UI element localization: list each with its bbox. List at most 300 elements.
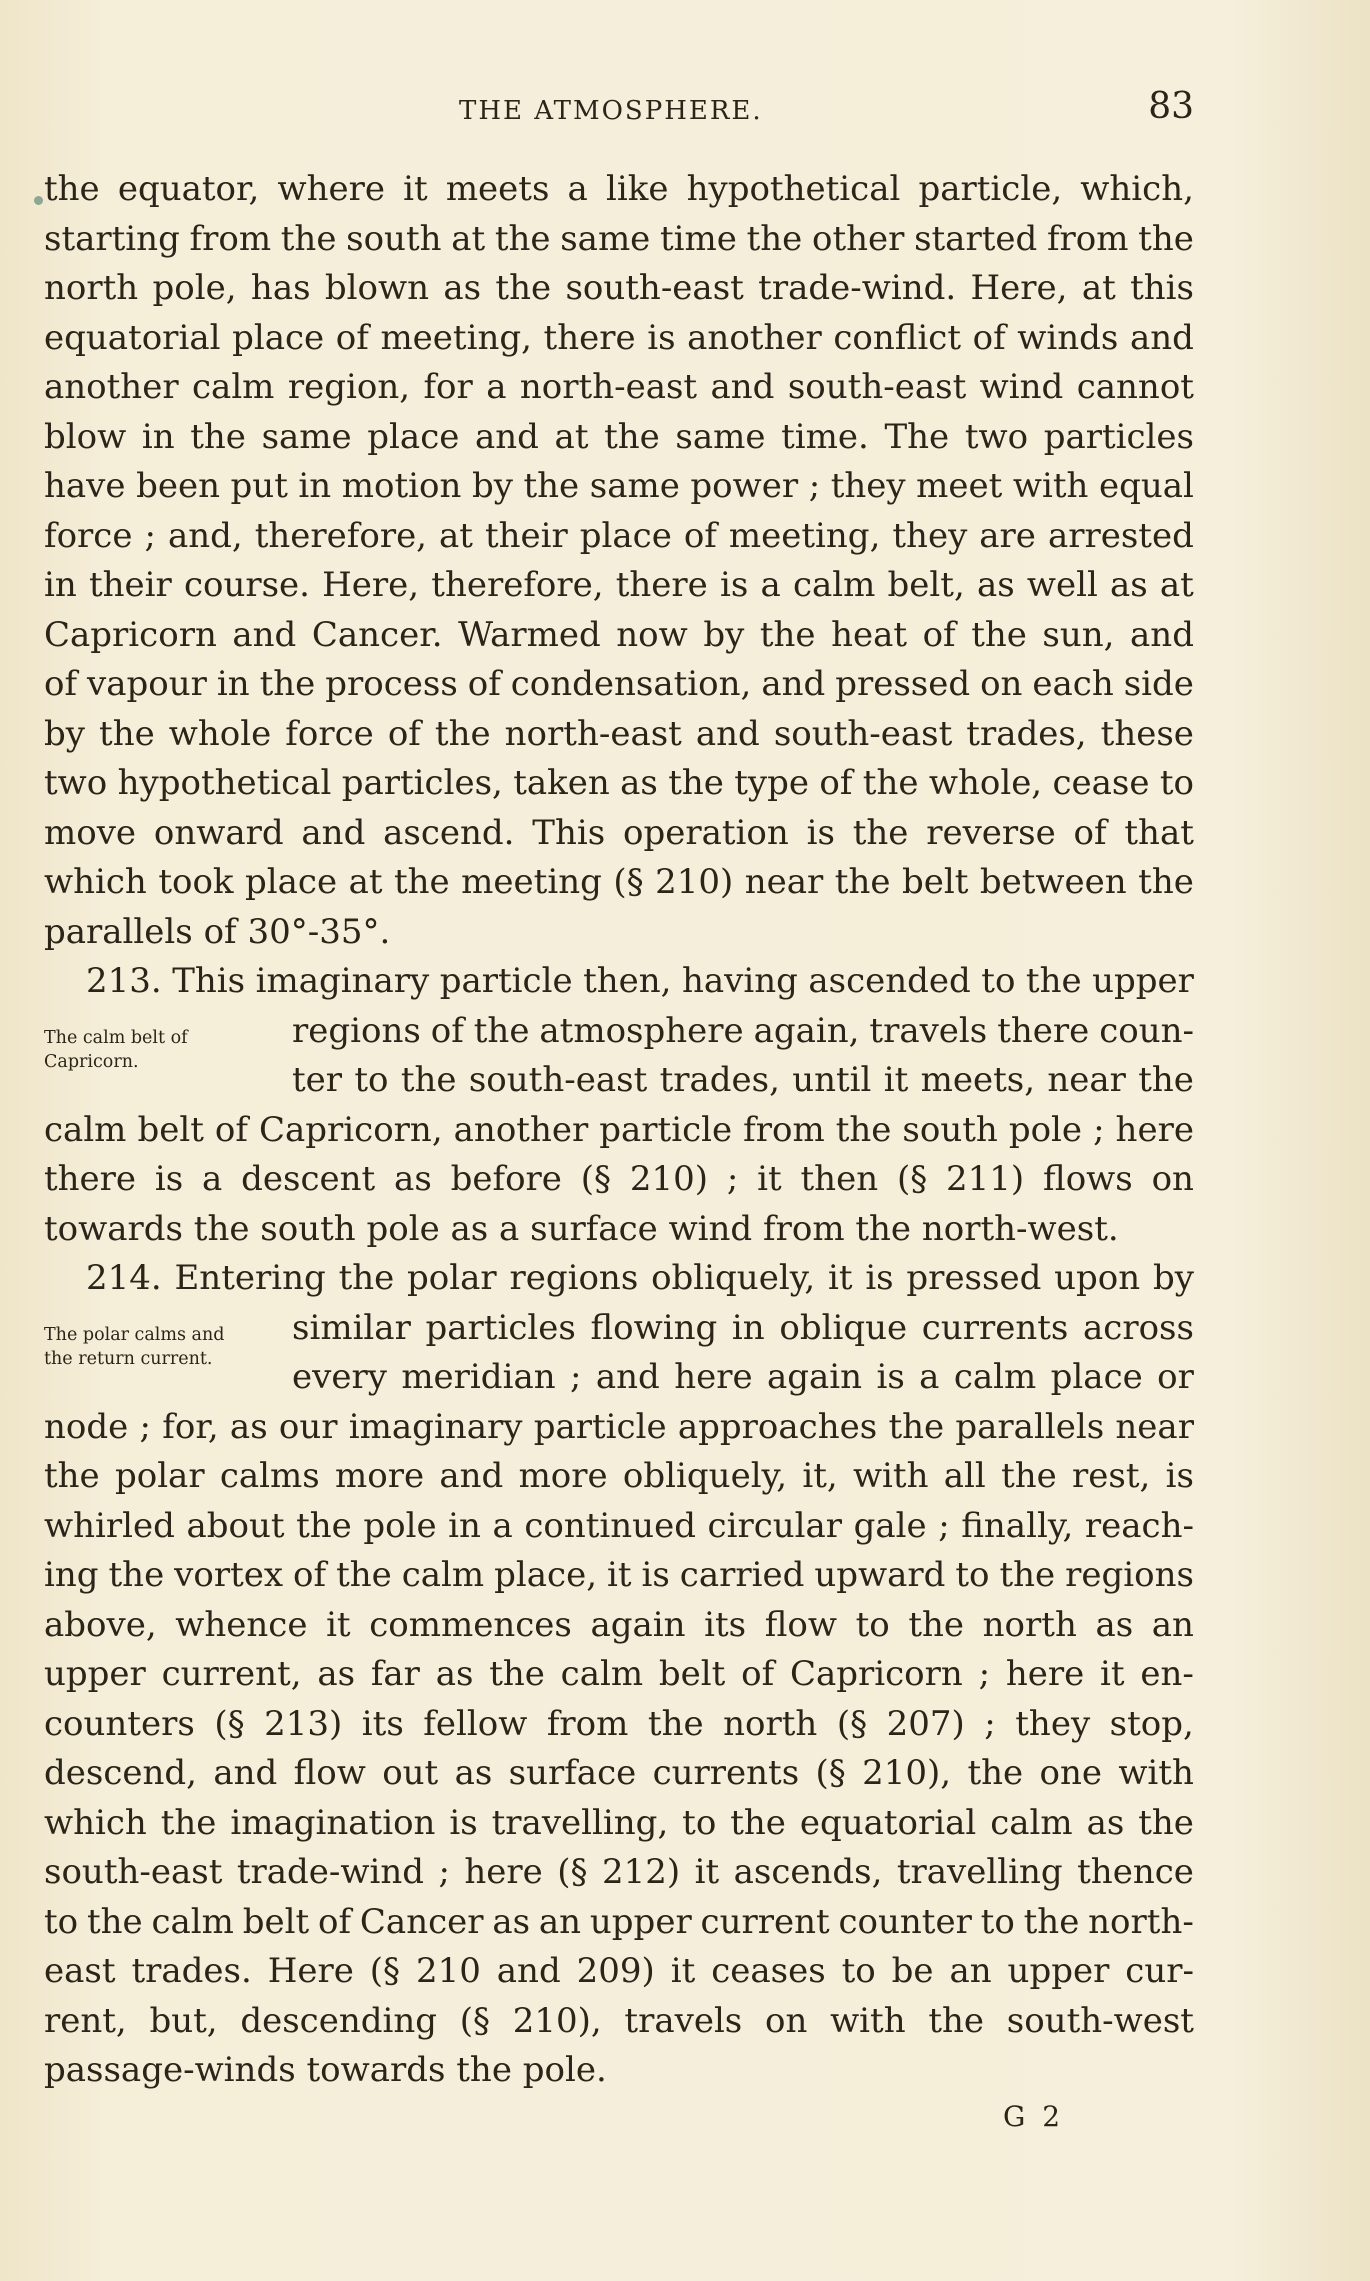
word: 207) [886,1703,965,1744]
word: one [1039,1753,1102,1793]
word: well [1026,565,1098,605]
word: near [744,862,824,902]
word: belt [658,1654,726,1694]
word: of [214,1109,248,1150]
word: as [450,1208,500,1249]
word: of [1073,812,1107,853]
word: blow [44,416,127,457]
word: on [980,664,1023,704]
word: there [44,1159,137,1199]
word: and, [167,515,243,556]
word: the [495,268,552,308]
word: is [876,1357,905,1397]
paragraph-214-start [44,1254,1194,1304]
word: the [400,1060,457,1100]
word: every [292,1357,387,1397]
word: again [590,1604,686,1645]
word: the [86,1901,143,1942]
word: towards [44,1208,194,1249]
word: 30°-35°. [247,911,391,952]
word: upper [44,1654,146,1694]
word: place [579,515,672,556]
word: the [852,812,909,853]
word: cur- [1125,1951,1194,1991]
word: the [1138,1802,1194,1843]
word: The [884,416,950,457]
word: travelling [896,1852,1063,1892]
word: south [346,218,442,259]
word: ascend. [383,812,515,853]
word: which, [1080,169,1194,209]
word: 210 [415,1951,481,1991]
word: rent, [44,2000,127,2041]
word: same [261,416,352,457]
word: current [700,1901,830,1942]
word: wind [979,367,1064,407]
text-line [44,462,1194,512]
word: again, [753,1010,860,1051]
word: in [298,466,332,506]
word: fellow [423,1703,528,1744]
word: particles [425,1307,576,1348]
word: other [811,218,905,259]
ink-spot [34,196,43,205]
word: ; [726,1159,739,1199]
word: with [1012,466,1089,506]
word: with [1118,1753,1194,1793]
word: winds [1017,317,1119,358]
sidenote-line: the return current. [44,1349,213,1369]
word: far [370,1654,420,1694]
word: in [448,1505,481,1546]
text-line [44,1353,1194,1403]
word: of [467,664,501,704]
word: its [361,1703,404,1744]
word: as [1110,565,1148,605]
sidenote-line: The polar calms and [44,1325,225,1345]
word: having [681,961,798,1001]
word: same [675,416,766,457]
word: carried [679,1555,805,1595]
word: of [430,1010,464,1051]
word: in [141,416,175,457]
word: time [660,218,737,259]
word: ing [44,1555,99,1595]
word: rest, [1072,1456,1151,1496]
word: pole [1008,1109,1083,1150]
word: put [230,466,288,506]
word: by [1152,1258,1194,1298]
word: particle [599,1109,733,1150]
word: at [451,218,486,259]
word: the [473,1010,530,1051]
word: the [280,218,337,259]
word: regions [1065,1555,1194,1595]
word: to [955,1555,990,1595]
word: is [449,1802,478,1843]
text-line [44,1056,1194,1106]
word: ; [438,1852,450,1892]
word: the [746,218,803,259]
word: current, [161,1654,302,1694]
word: force [44,515,133,556]
word: for, [162,1406,219,1447]
word: of [741,1654,775,1694]
word: and [232,614,297,655]
word: at [1159,565,1194,605]
word: is [1165,1456,1194,1496]
word: in [731,1307,765,1348]
text-line [44,1106,1194,1156]
word: its [704,1604,747,1645]
word: equal [1099,466,1194,506]
word: two [44,763,108,803]
text-line [44,1898,1194,1948]
word: meets, [920,1060,1036,1100]
text-line [44,314,1194,364]
word: then [800,1159,879,1199]
word: as [317,1654,356,1694]
word: (§ [613,862,644,902]
word: Entering [174,1258,326,1298]
word: then, [583,961,672,1001]
word: hypothetical [117,763,332,803]
word: their [88,565,172,605]
word: an [1151,1604,1194,1645]
word: 212) [601,1852,681,1892]
word: the [259,664,316,704]
word: is [641,1555,670,1595]
word: (§ [557,1852,588,1892]
word: polar [407,1258,497,1298]
word: the [44,1456,100,1496]
word: (§ [836,1703,868,1744]
word: the [494,218,551,259]
word: the [668,763,724,803]
word: pole, [152,268,237,308]
word: trades, [659,1060,780,1100]
word: hypothetical [686,169,901,209]
text-line [44,611,1194,661]
text-line [44,512,1194,562]
word: it [883,1060,909,1100]
word: the [1001,1456,1057,1496]
word: Warmed [458,614,601,655]
word: from [763,1208,856,1249]
text-line [44,1452,1194,1502]
word: calm [560,1654,644,1694]
word: they [830,466,906,506]
word: the [394,862,450,902]
word: flow [764,1604,837,1645]
word: equator, [117,169,260,209]
word: and [1130,317,1194,358]
word: for [423,367,473,407]
word: calm [792,565,876,605]
word: south [260,1208,367,1249]
word: north-east [519,367,698,407]
running-title: THE ATMOSPHERE. [459,96,763,126]
word: 211) [946,1159,1025,1199]
word: sun, [1042,614,1115,655]
word: by [44,713,85,754]
word: a [486,367,507,407]
word: the [647,1703,704,1744]
text-line [44,1205,1194,1255]
word: to [855,1604,890,1645]
word: which [44,862,147,902]
word: now [616,614,688,655]
word: region, [287,367,411,407]
word: is [865,1258,894,1298]
word: coun- [1099,1010,1194,1051]
word: as [976,565,1015,605]
word: on [1151,1159,1194,1199]
text-line [44,759,1194,809]
word: ; [570,1357,582,1397]
word: the [888,1406,945,1447]
word: another [687,317,822,358]
word: of [922,614,956,655]
word: ascended [808,961,971,1001]
word: oblique [779,1307,908,1348]
word: cannot [1076,367,1194,407]
text-line [44,264,1194,314]
word: it, [802,1456,838,1496]
body-text [44,165,1194,2096]
page-number: 83 [1148,86,1194,127]
word: is [647,317,676,358]
word: course. [183,565,310,605]
word: at [1081,268,1116,308]
word: trades. [131,1951,252,1991]
word: calm [990,1802,1073,1843]
word: passage-winds [44,2050,307,2090]
word: the [967,1753,1024,1793]
word: same [560,218,651,259]
word: same [589,466,680,506]
word: currents [652,1753,800,1793]
word: the [835,1109,892,1150]
word: upward [814,1555,946,1595]
word: south [902,1109,998,1150]
word: the [759,614,816,655]
word: arrested [1047,515,1194,556]
word: about [186,1505,285,1546]
word: move [44,812,137,853]
text-line [44,413,1194,463]
word: from [189,218,272,259]
word: (§ [214,1703,245,1744]
word: to [980,1901,1015,1942]
word: near [1047,1060,1126,1100]
word: ; [144,515,156,556]
word: therefore, [254,515,427,556]
word: regions [509,1258,639,1298]
word: currents [921,1307,1069,1348]
text-line [44,1007,1194,1057]
word: force [285,713,374,754]
word: place, [494,1555,598,1595]
text-line [44,165,1194,215]
word: it [326,1604,351,1645]
word: whirled [44,1505,175,1546]
word: pole [363,1505,437,1546]
word: parallels [44,911,204,952]
word: particle, [918,169,1063,209]
text-line [44,908,1194,958]
word: at [348,862,383,902]
word: an [538,1901,582,1942]
word: pole. [522,2050,607,2090]
word: Here, [322,565,420,605]
word: operation [623,812,789,853]
word: gale [853,1505,927,1546]
word: the [834,862,891,902]
word: meeting [461,862,602,902]
word: flows [1043,1159,1133,1199]
text-line [44,363,1194,413]
word: another [453,1109,589,1150]
word: is [154,1159,184,1199]
word: the [336,1555,392,1595]
word: imaginary [348,1406,523,1447]
word: another [44,367,179,407]
word: all [943,1456,986,1496]
word: with [852,1456,929,1496]
word: pole [366,1208,451,1249]
word: the [971,614,1027,655]
word: of [387,713,421,754]
word: onward [153,812,284,853]
word: or [1157,1357,1194,1397]
word: 210), [512,2000,602,2041]
word: more [335,1456,425,1496]
word: particles, [341,763,503,803]
signature-mark: G 2 [1003,2100,1065,2133]
word: from [743,1109,825,1150]
word: until [792,1060,872,1100]
word: between [979,862,1127,902]
word: the [862,763,919,803]
word: and [710,367,775,407]
word: as [229,1406,268,1447]
text-line [44,2046,1194,2096]
running-header [44,84,1194,144]
text-line [44,660,1194,710]
word: of [318,1901,352,1942]
word: counter [838,1901,972,1942]
word: reverse [926,812,1056,853]
word: blown [324,268,429,308]
word: but, [149,2000,218,2041]
word: towards [306,2050,457,2090]
word: south-east [44,1852,223,1892]
word: atmosphere [539,1010,744,1051]
word: of [203,911,248,952]
word: of [44,664,78,704]
word: trade-wind. [758,268,957,308]
word: ; [139,1406,151,1447]
word: side [1123,664,1194,704]
text-line [44,1601,1194,1651]
word: meet [916,466,1003,506]
word: these [1100,713,1194,754]
word: has [250,268,311,308]
word: 210) [655,862,734,902]
word: ter [292,1060,343,1100]
word: ; [1093,1109,1105,1150]
word: descend, [44,1753,197,1793]
word: as [394,1159,432,1199]
word: of [972,317,1006,358]
word: a [202,1159,223,1199]
word: the [604,416,660,457]
word: place [245,862,338,902]
word: to [682,1802,717,1843]
word: and [474,416,539,457]
word: taken [513,763,610,803]
word: process [325,664,458,704]
word: whence [175,1604,308,1645]
word: two [964,416,1029,457]
word: it [694,1852,720,1892]
word: above, [44,1604,157,1645]
word: Capricorn [44,614,217,655]
word: ascends, [733,1852,883,1892]
word: north [723,1703,818,1744]
word: heat [831,614,908,655]
word: This [532,812,606,853]
word: started [914,218,1038,259]
word: out [382,1753,439,1793]
word: the [999,1555,1056,1595]
word: south-east [565,268,744,308]
word: the [296,1505,352,1546]
word: descent [241,1159,376,1199]
text-line [44,1502,1194,1552]
word: to [44,1901,79,1942]
word: cease [1052,763,1150,803]
word: (§ [580,1159,612,1199]
word: trades, [966,713,1087,754]
word: it [1100,1654,1125,1694]
word: upper [1092,961,1194,1001]
word: whole, [928,763,1043,803]
word: parallels [955,1406,1105,1447]
word: it [403,169,428,209]
word: (§ [896,1159,928,1199]
word: near [1115,1406,1194,1447]
word: stop, [1109,1703,1194,1744]
word: east [44,1951,116,1991]
word: at [439,515,473,556]
word: is [806,812,835,853]
word: in [44,565,77,605]
word: belt [242,1901,310,1942]
word: (§ [369,1951,401,1991]
word: place [232,317,325,358]
word: travels [624,2000,743,2041]
text-line [44,561,1194,611]
word: and [761,664,826,704]
word: ; [978,1654,991,1694]
word: surface [508,1753,637,1793]
word: and [1130,614,1194,655]
word: condensation, [510,664,752,704]
word: upon [1054,1258,1141,1298]
word: Cancer. [311,614,443,655]
